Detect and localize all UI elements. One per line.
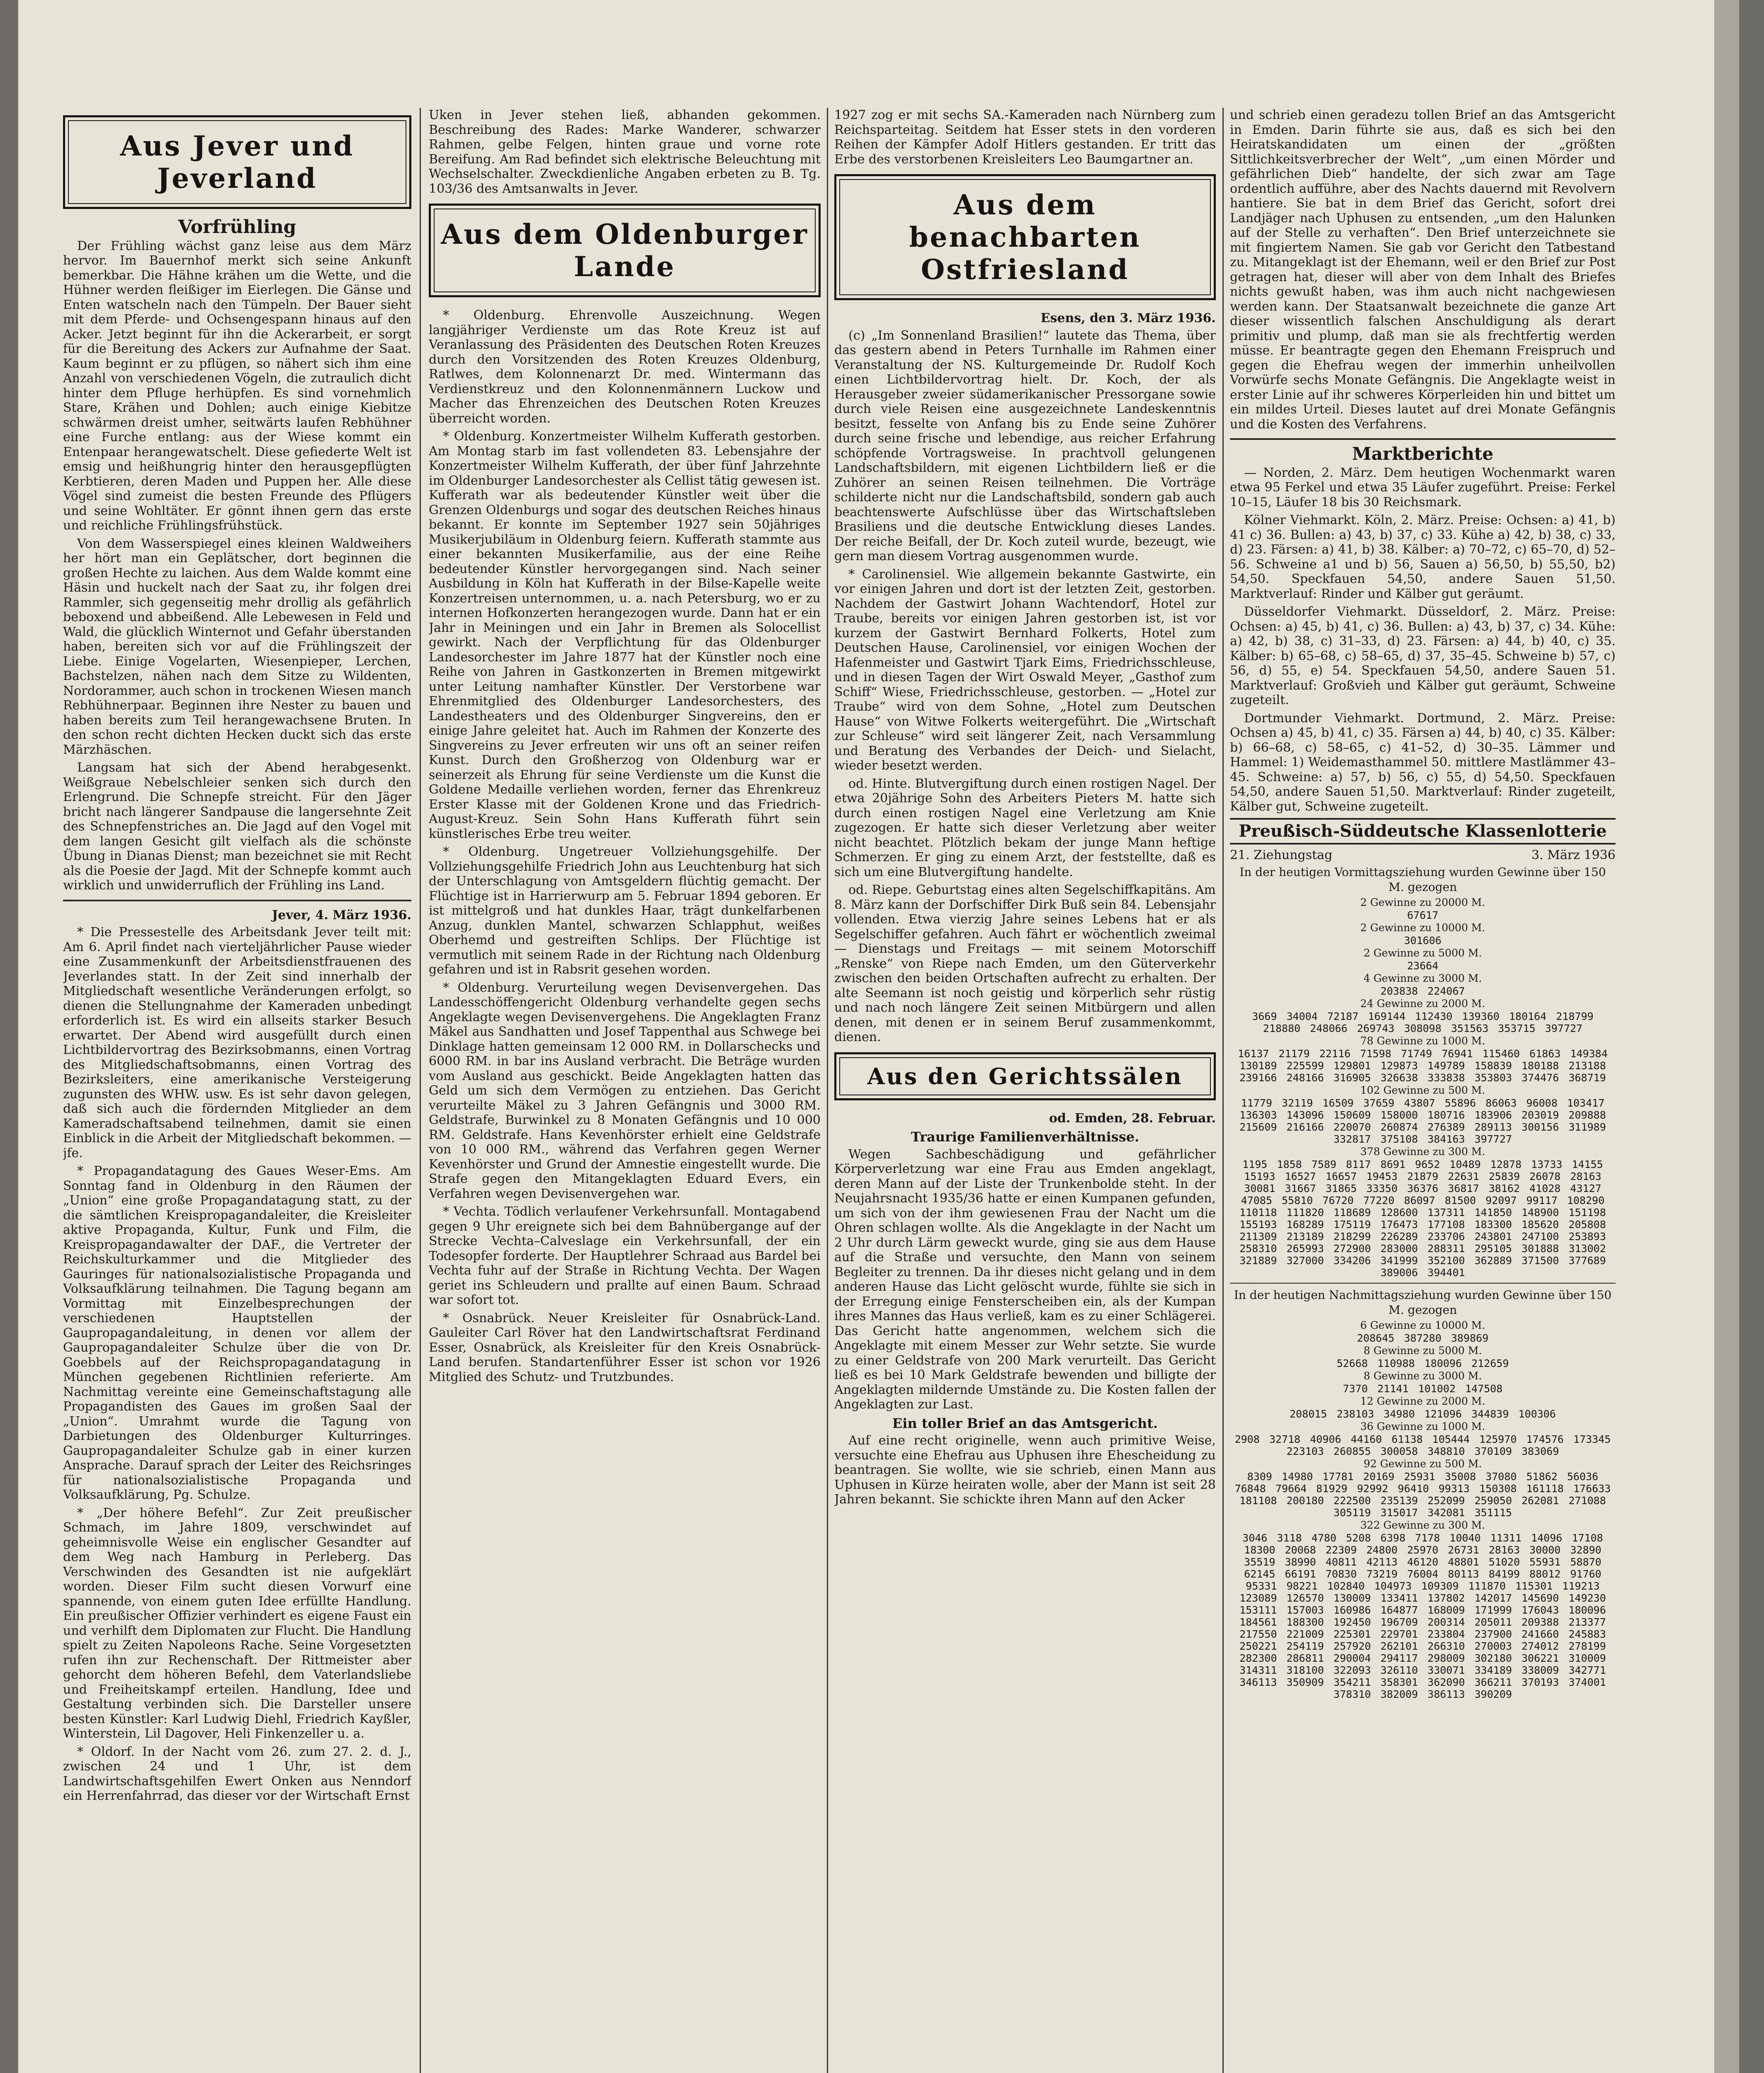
column-2 — [429, 108, 821, 2073]
lottery-prize-label: 322 Gewinne zu 300 M. — [1360, 1519, 1485, 1531]
headline-vorfruehling: Vorfrühling — [178, 216, 296, 238]
lottery-prize-label: 2 Gewinne zu 5000 M. — [1363, 947, 1482, 959]
lottery-prize-label: 8 Gewinne zu 3000 M. — [1363, 1370, 1482, 1382]
dateline-emden: od. Emden, 28. Februar. — [1049, 1111, 1216, 1126]
lottery-prize-label: 2 Gewinne zu 10000 M. — [1360, 922, 1485, 934]
lottery-prize-label: 102 Gewinne zu 500 M. — [1360, 1084, 1485, 1096]
lottery-date: 3. März 1936 — [1531, 847, 1616, 862]
lottery-morning-intro: In der heutigen Vormittagsziehung wurden Gewinne über 150 M. gezogen — [1239, 865, 1606, 894]
lottery-prize-label: 4 Gewinne zu 3000 M. — [1363, 972, 1482, 984]
section-box-ostfriesland: Aus dem benachbarten Ostfriesland — [834, 174, 1216, 300]
news-note: (c) „Im Sonnenland Brasilien!“ lautete das Thema, über das gestern abend in Peters Turnhalle im Rahmen einer Veranstaltung der NS. Kulturgemeinde Dr. Rudolf Koch einen Lichtbildervortrag hielt. Dr. Koch, der als Herausgeber zweier südamerikanischer Pressorgane sowie durch viele Reisen eine ausgezeichnete Landeskenntnis besitzt, fesselte von Anfang bis zu Ende seine Zuhörer durch seine frische und lebendige, aus reicher Erfahrung schöpfende Vortragsweise. In prachtvoll gelungenen Landschaftsbildern, mit eigenen Lichtbildern ließ er die Zuhörer an seinen Reisen teilnehmen. Die Vorträge schilderte nicht nur die Landschaftsbild, sondern gab auch beachtenswerte Aufschlüsse über das Wirtschaftsleben Brasiliens und die deutsche Entwicklung dieses Landes. Der reiche Beifall, der Dr. Koch zuteil wurde, bezeugt, wie gern man diesem Vortrag ausgenommen wurde. — [834, 328, 1216, 563]
section-box-jever: Aus Jever und Jeverland — [63, 115, 411, 209]
news-note: * Osnabrück. Neuer Kreisleiter für Osnabrück-Land. Gauleiter Carl Röver hat den Landwirtschaftsrat Ferdinand Esser, Osnabrück, als Kreisleiter für den Kreis Osnabrück-Land berufen. Standartenführer Esser ist schon vor 1926 Mitglied des Schutz- und Trutzbundes. — [429, 1311, 821, 1384]
section-box-court: Aus den Gerichtssälen — [834, 1052, 1216, 1100]
news-note: * Die Pressestelle des Arbeitsdank Jever teilt mit: Am 6. April findet nach vierteljährlicher Pause wieder eine Zusammenkunft der Arbeitsdienstfrauenen des Jeverlandes statt. In der Zeit sind innerhalb der Mitgliedschaft wesentliche Veränderungen erfolgt, so dienen die Stellungnahme der Kameraden unbedingt erforderlich ist. Es wird ein allseits starker Besuch erwartet. Der Abend wird ausgefüllt durch einen Lichtbildervortrag des Bezirksobmanns, einen Vortrag des Mitgliedschaftsobmanns, einen Vortrag des Bezirksleiters, eine amerikanische Versteigerung zugunsten des WHW. usw. Es ist sehr davon gelegen, daß sich auch die fördernden Mitglieder an dem Kameradschaftsabend teilnehmen, damit sie einen Einblick in die Arbeit der Mitgliedschaft bekommen. —jfe. — [63, 925, 411, 1160]
lottery-numbers: 23664 — [1407, 960, 1438, 972]
lottery-numbers: 1195 1858 7589 8117 8691 9652 10489 12878 13733 14155 15193 16527 16657 19453 21879 22631 25839 26078 28163 30081 31667 31865 33350 36376 36817 38162 41028 43127 47085 55810 76720 77220 86097 81500 92097 99117 108290 110118 111820 118689 128600 137311 141850 148900 151198 155193 168289 175119 176473 177108 183300 185620 205808 211309 213189 218299 226289 233706 243801 247100 253893 258310 265993 272900 283000 288311 295105 301888 313002 321889 327000 334206 341999 352100 362889 371500 377689 389006 394401 — [1239, 1158, 1606, 1279]
news-note: * Oldenburg. Konzertmeister Wilhelm Kufferath gestorben. Am Montag starb im fast vollendeten 83. Lebensjahre der Konzertmeister Wilhelm Kufferath, der über fünf Jahrzehnte im Oldenburger Landesorchester als Cellist tätig gewesen ist. Kufferath war als bedeutender Künstler weit über die Grenzen Oldenburgs und sogar des deutschen Reiches hinaus bekannt. Er konnte im September 1927 sein 50jähriges Musikerjubiläum in Oldenburg feiern. Kufferath stammte aus einer bekannten Musikerfamilie, aus der eine Reihe bedeutender Künstler hervorgegangen sind. Nach seiner Ausbildung in Köln hat Kufferath in der Bilse-Kapelle weite Konzertreisen unternommen, u. a. nach Petersburg, wo er zu internen Hofkonzerten herangezogen wurde. Dann hat er ein Jahr in Meiningen und ein Jahr in Bremen als Solocellist gewirkt. Nach der Verpflichtung für das Oldenburger Landesorchester im Jahre 1877 hat der Künstler noch eine Reihe von Jahren in Gastkonzerten in Bremen mitgewirkt unter Leitung namhafter Künstler. Der Verstorbene war Ehrenmitglied des Oldenburger Landesorchesters, des Landestheaters und des Oldenburger Singvereins, den er einige Jahre geleitet hat. Auch im Rahmen der Konzerte des Singvereins zu Jever erfreuten wir uns oft an seiner reifen Kunst. Durch den Großherzog von Oldenburg war er seinerzeit als Ehrung für seine Verdienste um die Kunst die Goldene Medaille verliehen worden, ferner das Ehrenkreuz Erster Klasse mit der Goldenen Krone und das Friedrich-August-Kreuz. Sein Sohn Hans Kufferath führt sein künstlerisches Erbe treu weiter. — [429, 429, 821, 841]
news-note: * Oldenburg. Verurteilung wegen Devisenvergehen. Das Landesschöffengericht Oldenburg verhandelte gegen sechs Angeklagte wegen Devisenvergehens. Die Angeklagten Franz Mäkel aus Sandhatten und Josef Tappenthal aus Schwege bei Dinklage hatten gemeinsam 12 000 RM. in Dollarschecks und 6000 RM. in bar ins Ausland verbracht. Die Beträge wurden vom Ausland aus geschickt. Beide Angeklagten hatten das Geld um sich dem Vermögen zu entziehen. Das Gericht verurteilte Mäkel zu 3 Jahren Gefängnis und 3000 RM. Geldstrafe, Burwinkel zu 8 Monaten Gefängnis und 10 000 RM. Geldstrafe. Hans Kevenhörster erhielt eine Geldstrafe von 10 000 RM., während das Verfahren gegen Werner Kevenhörster und Grund der Amnestie eingestellt wurde. Die Strafe gegen den Mitangeklagten Eduard Evers, ein Verfahren wegen Devisenvergehen war. — [429, 980, 821, 1201]
lottery-numbers: 208015 238103 34980 121096 344839 100306 — [1289, 1408, 1556, 1420]
news-note: * Vechta. Tödlich verlaufener Verkehrsunfall. Montagabend gegen 9 Uhr ereignete sich bei dem Bahnübergange auf der Strecke Vechta–Calveslage ein Verkehrsunfall, der ein Todesopfer forderte. Der Hauptlehrer Schraad aus Bardel bei Vechta fuhr auf der Straße in Richtung Vechta. Der Wagen geriet ins Schleudern und prallte auf einen Baum. Schraad war sofort tot. — [429, 1204, 821, 1307]
lottery-prize-label: 8 Gewinne zu 5000 M. — [1363, 1345, 1482, 1357]
lottery-numbers: 11779 32119 16509 37659 43807 55896 86063 96008 103417 136303 143096 150609 158000 180716 183906 203019 209888 215609 216166 220070 260874 276389 289113 300156 311989 332817 375108 384163 397727 — [1239, 1097, 1606, 1145]
market-note: — Norden, 2. März. Dem heutigen Wochenmarkt waren etwa 95 Ferkel und etwa 35 Läufer zugeführt. Preise: Ferkel 10–15, Läufer 18 bis 30 Reichsmark. — [1230, 465, 1616, 510]
dateline-jever: Jever, 4. März 1936. — [272, 908, 411, 922]
lottery-afternoon-list — [1230, 1320, 1616, 1700]
column-1 — [63, 108, 411, 2073]
newspaper-page — [18, 0, 1739, 2073]
lottery-numbers: 16137 21179 22116 71598 71749 76941 115460 61863 149384 130189 225599 129801 129873 149789 158839 180188 213188 239166 248166 316905 326638 333838 353803 374476 368719 — [1238, 1048, 1608, 1084]
letter-subhead: Ein toller Brief an das Amtsgericht. — [892, 1415, 1158, 1431]
lottery-title: Preußisch-Süddeutsche Klassenlotterie — [1230, 818, 1616, 845]
lottery-numbers: 203838 224067 — [1380, 985, 1465, 997]
market-note: Dortmunder Viehmarkt. Dortmund, 2. März. Preise: Ochsen a) 45, b) 41, c) 35. Färsen a) 44, b) 40, c) 35. Kälber: b) 66–68, c) 58–65, c) 41–52, d) 30–35. Lämmer und Hammel: 1) Weidemasthammel 50. mittlere Mastlämmer 43–45. Schweine: a) 57, b) 56, c) 55, d) 54,50. Speckfauen 54,50, andere Sauen 51,50. Marktverlauf: Rinder zugeteilt, Kälber gut, Schweine zugeteilt. — [1230, 711, 1616, 814]
lottery-numbers: 67617 — [1407, 909, 1438, 921]
lottery-numbers: 8309 14980 17781 20169 25931 35008 37080 51862 56036 76848 79664 81929 92992 96410 99313 150308 161118 176633 181108 200180 222500 235139 252099 259050 262081 271088 305119 315017 342081 351115 — [1234, 1471, 1611, 1519]
continuation-text: Uken in Jever stehen ließ, abhanden gekommen. Beschreibung des Rades: Marke Wanderer, schwarzer Rahmen, gelbe Felgen, hinten graue und vorne rote Bereifung. Am Rad befindet sich elektrische Beleuchtung mit Wechselschalter. Zweckdienliche Angaben erbeten zu B. Tg. 103/36 des Amtsanwalts in Jever. — [429, 108, 821, 196]
lottery-prize-label: 378 Gewinne zu 300 M. — [1360, 1146, 1485, 1158]
lottery-draw-day: 21. Ziehungstag — [1230, 847, 1333, 862]
lottery-prize-label: 92 Gewinne zu 500 M. — [1363, 1458, 1482, 1470]
news-note: * „Der höhere Befehl“. Zur Zeit preußischer Schmach, im Jahre 1809, verschwindet auf geheimnisvolle Weise ein englischer Gesandter auf dem Weg nach Hamburg in Perleberg. Das Verschwinden des Gesandten ist nie aufgeklärt worden. Dieser Film sucht diesen Vorwurf eine spannende, von einem guten Idee erfüllte Handlung. Ein preußischer Offizier verhindert es eigene Faust ein und verhilft dem Diplomaten zur Flucht. Die Handlung spielt zu Zeiten Napoleons Rache. Seine Vorgesetzten rufen ihn zur Rechenschaft. Der Rittmeister aber gehorcht dem höheren Befehl, dem Vaterlandsliebe und Freiheitskampf erteilen. Handlung, Idee und Gestaltung verbinden sich. Die Darsteller unsere besten Künstler: Karl Ludwig Diehl, Friedrich Kayßler, Winterstein, Lil Dagover, Heli Finkenzeller u. a. — [63, 1505, 411, 1741]
lottery-numbers: 2908 32718 40906 44160 61138 105444 125970 174576 173345 223103 260855 300058 348810 370109 383069 — [1234, 1433, 1611, 1457]
section-box-oldenburg: Aus dem Oldenburger Lande — [429, 204, 821, 297]
lottery-prize-label: 36 Gewinne zu 1000 M. — [1360, 1420, 1485, 1432]
article-paragraph: Der Frühling wächst ganz leise aus dem März hervor. Im Bauernhof merkt sich seine Ankunft bemerkbar. Die Hähne krähen um die Wette, und die Hühner werden fleißiger im Eierlegen. Die Gänse und Enten watscheln nach den Tümpeln. Der Bauer sieht mit dem Pferde- und Ochsengespann hinaus auf den Acker. Jetzt beginnt für ihn die Ackerarbeit, er sorgt für die Bereitung des Ackers zur Aufnahme der Saat. Kaum beginnt er zu pflügen, so nähert sich ihm eine Anzahl von verschiedenen Vögeln, die zutraulich dicht hinter dem Pfluge herhüpfen. Es sind vornehmlich Stare, Krähen und Dohlen; auch einige Kiebitze schwärmen dreist umher, seitwärts laufen Rebhühner eine Furche entlang: aus der Wiese kommt ein Entenpaar herangewatschelt. Diese gefiederte Welt ist emsig und heißhungrig hinter den herausgepflügten Kerbtieren, deren Maden und Puppen her. Alle diese Vögel sind zumeist die besten Freunde des Pflügers und seine Wohltäter. Er gönnt ihnen gern das erste und reichliche Frühlingsfrühstück. — [63, 238, 411, 533]
continuation-text: 1927 zog er mit sechs SA.-Kameraden nach Nürnberg zum Reichsparteitag. Seitdem hat Esser stets in den vorderen Reihen der Kämpfer Adolf Hitlers gestanden. Er tritt das Erbe des verstorbenen Kreisleiters Leo Baumgartner an. — [834, 108, 1216, 167]
continuation-text: und schrieb einen geradezu tollen Brief an das Amtsgericht in Emden. Darin führte sie aus, daß es sich bei den Heiratskandidaten um einen der „größten Sittlichkeitsverbrecher der Welt“, „um einen Mörder und gefährlichen Dieb“ handelte, der sich zwar am Tage ordentlich aufführe, aber des Nachts dauernd mit Revolvern hantiere. Sie bat in dem Brief das Gericht, sofort drei Landjäger nach Uphusen zu entsenden, „um den Halunken auf der Stelle zu verhaften“. Den Brief unterzeichnete sie mit fingiertem Namen. Sie gab vor Gericht den Tatbestand zu. Mitangeklagt ist der Ehemann, weil er den Brief zur Post getragen hat, dieser will aber von dem Inhalt des Briefes nichts gewußt haben, was ihm auch nicht nachgewiesen werden kann. Der Staatsanwalt bezeichnete die ganze Art dieser wissentlich falschen Anschuldigung als derart primitiv und plump, daß man sie als frechtfertig werden müsse. Er beantragte gegen den Ehemann Freispruch und gegen die Ehefrau wegen der immerhin unheilvollen Vorwürfe sechs Monate Gefängnis. Die Angeklagte weist in erster Linie auf ihr schweres Körperleiden hin und bittet um ein mildes Urteil. Dieses lautet auf drei Monate Gefängnis und die Kosten des Verfahrens. — [1230, 108, 1616, 432]
lottery-prize-label: 12 Gewinne zu 2000 M. — [1360, 1395, 1485, 1407]
lottery-prize-label: 6 Gewinne zu 10000 M. — [1360, 1319, 1485, 1331]
news-note: * Propagandatagung des Gaues Weser-Ems. Am Sonntag fand in Oldenburg in den Räumen der „Union“ eine große Propagandatagung statt, zu der die sämtlichen Kreispropagandaleiter, die Kreisleiter aktive Propaganda, Kultur, Funk und Film, die Kreispropagandawalter der DAF., die Vertreter der Reichskulturkammer und die Mitglieder des Gauringes für nationalsozialistische Propaganda und Volksaufklärung teilnahmen. Die Tagung begann am Vormittag mit Einzelbesprechungen der verschiedenen Hauptstellen der Gaupropagandaleitung, in denen vor allem der Gaupropagandaleiter Schulze über die von Dr. Goebbels auf der Reichspropagandatagung in München gegebenen Richtlinien referierte. Am Nachmittag vereinte eine Gemeinschaftstagung alle Propagandisten des Gaues im großen Saal der „Union“. Umrahmt wurde die Tagung von Darbietungen des Oldenburger Kulturringes. Gaupropagandaleiter Schulze gab in einer kurzen Ansprache. Darauf sprach der Leiter des Reichsringes für nationalsozialistische Propaganda und Volksaufklärung, Pg. Schulze. — [63, 1164, 411, 1502]
letter-article: Auf eine recht originelle, wenn auch primitive Weise, versuchte eine Ehefrau aus Uphusen ihre Ehescheidung zu beantragen. Sie wollte, wie sie schrieb, einen Mann aus Uphusen in Kürze heiraten wolle, aber der Mann ist seit 28 Jahren bekannt. Sie schickte ihren Mann auf den Acker — [834, 1433, 1216, 1507]
lottery-numbers: 3046 3118 4780 5208 6398 7178 10040 11311 14096 17108 18300 20068 22309 24800 25970 26731 28163 30000 32890 35519 38990 40811 42113 46120 48801 51020 55931 58870 62145 66191 70830 73219 76004 80113 84199 88012 91760 95331 98221 102840 104973 109309 111870 115301 119213 123089 126570 130009 133411 137802 142017 145690 149230 153111 157003 160986 164877 168009 171999 176043 180096 184561 188300 192450 196709 200314 205011 209388 213377 217550 221009 225301 229701 233804 237900 241660 245883 250221 254119 257920 262101 266310 270003 274012 278199 282300 286811 290004 294117 298009 302180 306221 310009 314311 318100 322093 326110 330071 334189 338009 342771 346113 350909 354211 358301 362090 366211 370193 374001 378310 382009 386113 390209 — [1239, 1532, 1606, 1700]
news-note: * Carolinensiel. Wie allgemein bekannte Gastwirte, ein vor einigen Jahren und dort ist der letzten Zeit, gestorben. Nachdem der Gastwirt Johann Wachtendorf, Hotel zur Traube, bereits vor einigen Jahren gestorben ist, ist vor kurzem der Gastwirt Bernhard Folkerts, Hotel zum Deutschen Hause, Carolinensiel, vor einigen Wochen der Hafenmeister und Gastwirt Tjark Eims, Friedrichsschleuse, und in diesen Tagen der Wirt Oswald Meyer, „Gasthof zum Schiff“ Wiese, Friedrichsschleuse, gestorben. — „Hotel zur Traube“ wird von dem Sohne, „Hotel zum Deutschen Hause“ von Witwe Folkerts weitergeführt. Die „Wirtschaft zur Schleuse“ wird seit längerer Zeit, nach Versammlung und Beratung des Verbandes der Deich- und Sielacht, wieder besetzt werden. — [834, 567, 1216, 773]
lottery-morning-list — [1230, 897, 1616, 1279]
article-paragraph: Langsam hat sich der Abend herabgesenkt. Weißgraue Nebelschleier senken sich durch den Erlengrund. Die Schnepfe streicht. Für den Jäger bricht nach längerer Sandpause die langersehnte Zeit des Schnepfenstriches an. Die Jagd auf den Vogel mit dem langen Gesicht gilt vielfach als die schönste Übung in Dianas Dienst; man bezeichnet sie mit Recht als die Poesie der Jagd. Mit der Schnepfe kommt auch wirklich und unwiderruflich der Frühling ins Land. — [63, 760, 411, 893]
article-paragraph: Von dem Wasserspiegel eines kleinen Waldweihers her hört man ein Geplätscher, dort beginnen die großen Hechte zu laichen. Aus dem Walde kommt eine Häsin und huckelt nach der Saat zu, ihr folgen drei Rammler, sich gegenseitig mehr drollig als gefährlich beboxend und abbeißend. Alle Lebewesen in Feld und Wald, die glücklich Winternot und Gefahr überstanden haben, bereiten sich vor auf die Frühlingszeit der Liebe. Einige Vogelarten, Wiesenpieper, Lerchen, Bachstelzen, nähen nach dem Sitze zu Wildenten, Nordorammer, auch schon in trockenen Wiesen manch Rebhühnerpaar. Beginnen ihre Nester zu bauen und haben bereits zum Teil herangewachsene Bruten. In den schon recht dichten Hecken duckt sich das erste Märzhäschen. — [63, 536, 411, 757]
lottery-afternoon-intro: In der heutigen Nachmittagsziehung wurden Gewinne über 150 M. gezogen — [1234, 1288, 1612, 1317]
news-note: od. Hinte. Blutvergiftung durch einen rostigen Nagel. Der etwa 20jährige Sohn des Arbeiters Pieters M. hatte sich durch einen rostigen Nagel eine Verletzung am Knie zugezogen. Er hatte sich dieser Verletzung aber weiter nicht beachtet. Plötzlich bekam der junge Mann heftige Schmerzen. Er ging zu einem Arzt, der feststellte, daß es sich um eine Blutvergiftung handelte. — [834, 776, 1216, 879]
column-rule — [827, 108, 828, 2073]
lottery-numbers: 208645 387280 389869 — [1357, 1332, 1489, 1344]
divider — [1230, 438, 1616, 440]
lottery-numbers: 52668 110988 180096 212659 — [1336, 1357, 1509, 1369]
lottery-numbers: 7370 21141 101002 147508 — [1343, 1383, 1503, 1395]
lottery-prize-label: 78 Gewinne zu 1000 M. — [1360, 1035, 1485, 1047]
news-note: * Oldorf. In der Nacht vom 26. zum 27. 2. d. J., zwischen 24 und 1 Uhr, ist dem Landwirtschaftsgehilfen Ewert Onken aus Nenndorf ein Herrenfahrrad, das dieser vor der Wirtschaft Ernst — [63, 1744, 411, 1803]
lottery-prize-label: 24 Gewinne zu 2000 M. — [1360, 998, 1485, 1010]
news-note: od. Riepe. Geburtstag eines alten Segelschiffkapitäns. Am 8. März kann der Dorfschiffer Dirk Buß sein 84. Lebensjahr vollenden. Etwa vierzig Jahre seines Lebens hat er als Segelschiffer gefahren. Auch fährt er wöchentlich zweimal — Dienstags und Freitags — mit seinem Motorschiff „Renske“ von Riepe nach Emden, um den Güterverkehr zwischen den beiden Ortschaften aufrecht zu erhalten. Der alte Seemann ist noch geistig und körperlich sehr rüstig und nach noch längere Zeit seinen Mitbürgern und allen denen, mit denen er in seinem Beruf zusammenkommt, dienen. — [834, 883, 1216, 1044]
column-rule — [420, 108, 421, 2073]
news-note: * Oldenburg. Ungetreuer Vollziehungsgehilfe. Der Vollziehungsgehilfe Friedrich John aus Leuchtenburg hat sich der Unterschlagung von Amtsgeldern flüchtig gemacht. Der Flüchtige ist in Harrierwurp am 5. Februar 1894 geboren. Er ist mittelgroß und hat dunkles Haar, trägt dunkelfarbenen Anzug, dunklen Mantel, schwarzen Schlapphut, weißes Oberhemd und gestreiften Schlips. Der Flüchtige ist vermutlich mit seinem Rade in der Richtung nach Oldenburg gefahren und ist in Rabsrit gesehen worden. — [429, 845, 821, 977]
lottery-prize-label: 2 Gewinne zu 20000 M. — [1360, 896, 1485, 908]
lottery-numbers: 3669 34004 72187 169144 112430 139360 180164 218799 218880 248066 269743 308098 351563 353715 397727 — [1252, 1010, 1594, 1034]
court-subhead: Traurige Familienverhältnisse. — [911, 1129, 1140, 1145]
column-3 — [834, 108, 1216, 2073]
column-4 — [1230, 108, 1616, 2073]
lottery-numbers: 301606 — [1404, 935, 1442, 947]
court-article: Wegen Sachbeschädigung und gefährlicher Körperverletzung war eine Frau aus Emden angeklagt, deren Mann auf der Liste der Trunkenbolde steht. In der Neujahrsnacht 1935/36 hatte er einen Kumpanen gefunden, um sich von der ihm gewiesenen Frau der Nacht um die Ohren schlagen wollte. Als die Angeklagte in der Nacht um 2 Uhr durch Lärm geweckt wurde, ging sie aus dem Hause auf die Straße und versuchte, den Mann von seinem Begleiter zu trennen. Da ihr dieses nicht gelang und in dem anderen Hause das Licht gelöscht wurde, fühlte sie sich in der Erregung einige Fensterscheiben ein, als der Kumpan ihres Mannes das Haus verließ, kam es zu einer Schlägerei. Das Gericht hatte angenommen, welchem sich die Angeklagte mit einem Messer zur Wehr setzte. Sie wurde zu einer Geldstrafe von 200 Mark verurteilt. Das Gericht ließ es bei 10 Mark Geldstrafe bewenden und billigte der Angeklagten mildernde Umstände zu. Die Kosten fallen der Angeklagten zur Last. — [834, 1147, 1216, 1412]
lottery-meta — [1230, 848, 1616, 863]
market-note: Düsseldorfer Viehmarkt. Düsseldorf, 2. März. Preise: Ochsen: a) 45, b) 41, c) 36. Bullen: a) 43, b) 37, c) 34. Kühe: a) 42, b) 38, c) 31–33, d) 23. Färsen: a) 44, b) 40, c) 35. Kälber: b) 65–68, c) 58–65, d) 37, 35–45. Schweine b) 57, c) 56, d) 55, e) 54. Speckfauen 54,50, andere Sauen 51. Marktverlauf: Großvieh und Kälber gut geräumt, Schweine zugeteilt. — [1230, 604, 1616, 707]
divider — [1230, 1283, 1616, 1284]
market-reports-title: Marktberichte — [1352, 444, 1494, 464]
market-note: Kölner Viehmarkt. Köln, 2. März. Preise: Ochsen: a) 41, b) 41 c) 36. Bullen: a) 43, b) 37, c) 33. Kühe a) 42, b) 38, c) 33, d) 23. Färsen: a) 41, b) 38. Kälber: a) 70–72, c) 65–70, d) 52–56. Schweine a1 und b) 56, Sauen a) 56,50, b) 55,50, b2) 54,50. Speckfauen 54,50, andere Sauen 51,50. Marktverlauf: Rinder und Kälber gut geräumt. — [1230, 513, 1616, 601]
news-note: * Oldenburg. Ehrenvolle Auszeichnung. Wegen langjähriger Verdienste um das Rote Kreuz ist auf Veranlassung des Präsidenten des Deutschen Roten Kreuzes durch den Vorsitzenden des Roten Kreuzes Oldenburg, Ratlwes, dem Kolonnenarzt Dr. med. Wintermann das Verdienstkreuz und den Kolonnenmännern Luckow und Macher das Ehrenzeichen des Deutschen Roten Kreuzes überreicht worden. — [429, 308, 821, 426]
page-edge — [1714, 0, 1739, 2073]
divider — [63, 900, 411, 901]
column-rule — [1222, 108, 1224, 2073]
dateline-esens: Esens, den 3. März 1936. — [1040, 311, 1216, 325]
